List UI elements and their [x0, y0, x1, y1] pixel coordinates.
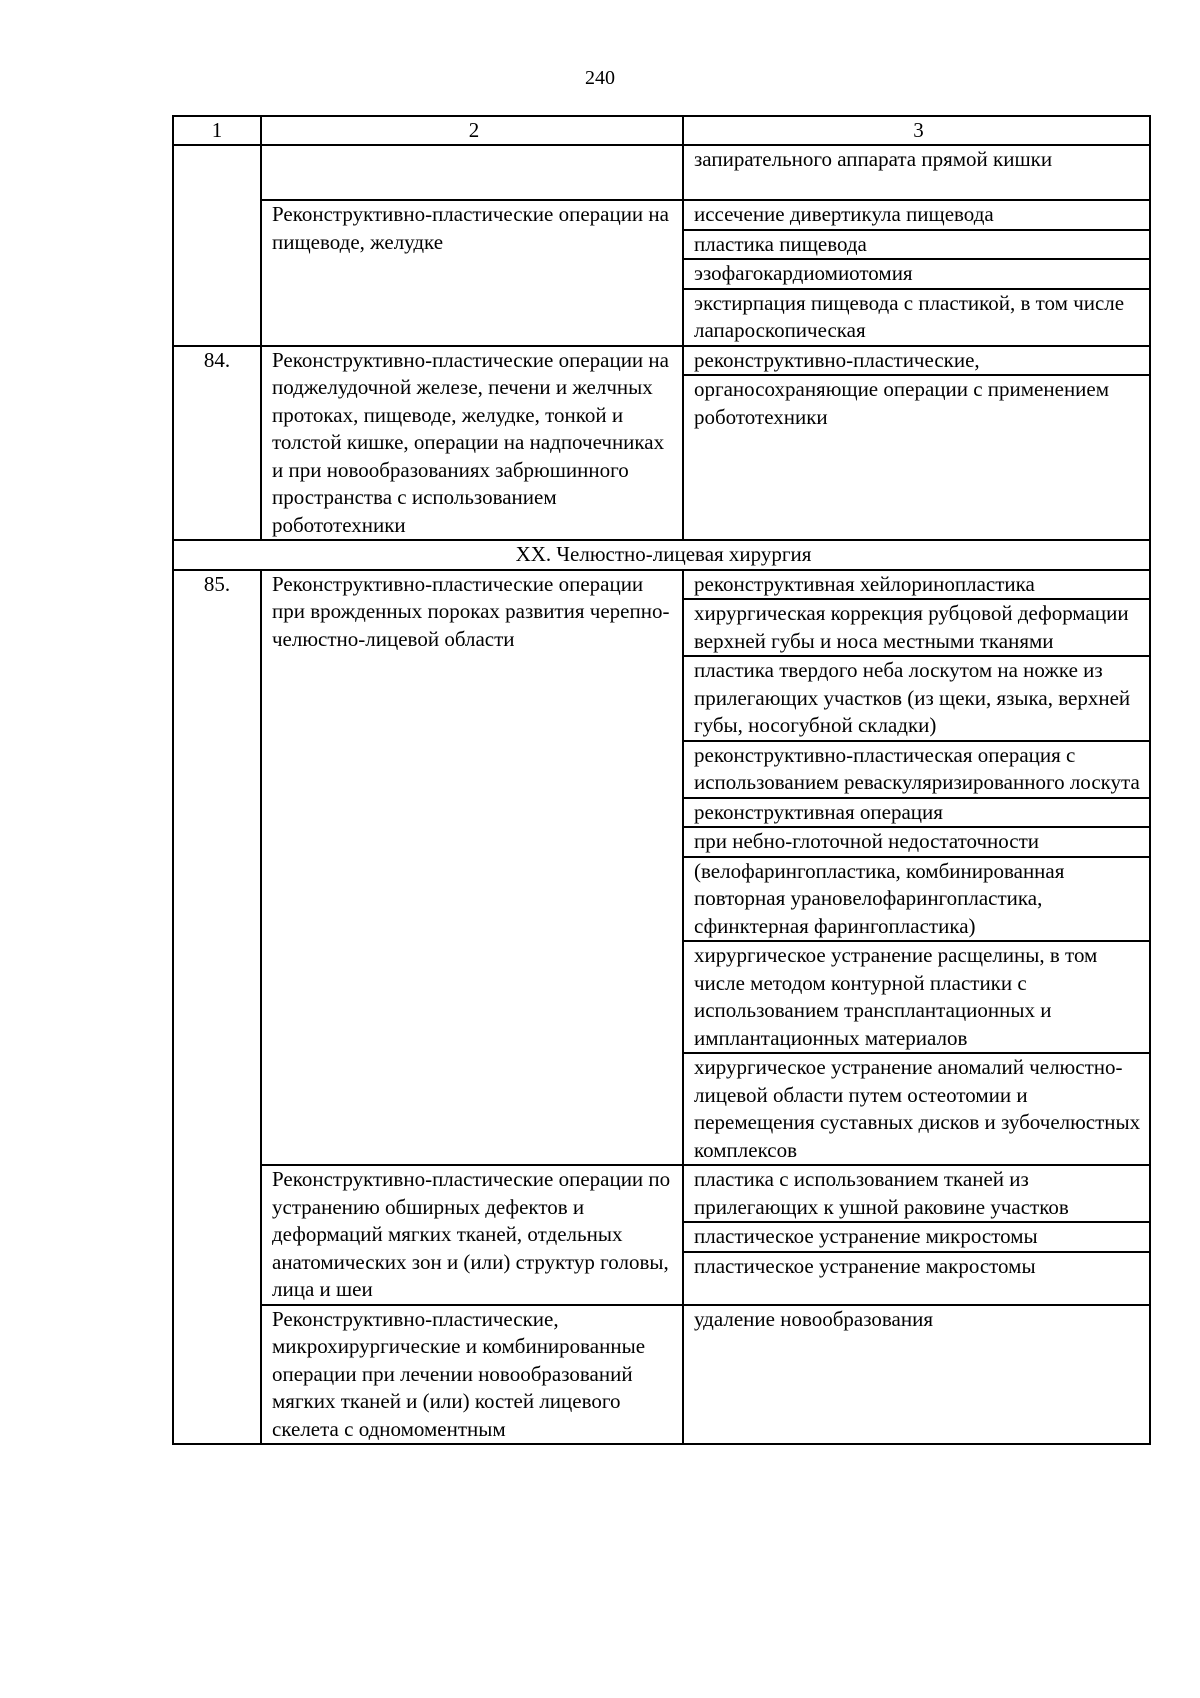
table-row [173, 1305, 1150, 1445]
methods-cell [683, 1165, 1150, 1305]
description-cell: Реконструктивно-пластические, микрохирургические и комбинированные операции при лечении новообразований мягких тканей и (или) костей лицевого скелета с одномоментным [261, 1305, 683, 1445]
methods-cell [683, 570, 1150, 1166]
method-item: реконструктивная операция [684, 799, 1149, 829]
row-number: 85. [173, 570, 261, 1445]
section-header-row [173, 540, 1150, 570]
methods-cell [683, 145, 1150, 200]
method-item: пластика с использованием тканей из прилегающих к ушной раковине участков [684, 1166, 1149, 1223]
method-item: пластика твердого неба лоскутом на ножке из прилегающих участков (из щеки, языка, верхней губы, носогубной складки) [684, 657, 1149, 742]
header-col-1: 1 [173, 116, 261, 145]
table-row [173, 570, 1150, 1166]
methods-cell [683, 200, 1150, 346]
table-row [173, 1165, 1150, 1305]
procedures-table [172, 115, 1151, 1445]
row-number: 84. [173, 346, 261, 541]
description-cell [261, 145, 683, 200]
method-item: иссечение дивертикула пищевода [684, 201, 1149, 231]
method-item: при небно-глоточной недостаточности [684, 828, 1149, 858]
method-item: пластика пищевода [684, 231, 1149, 261]
header-col-2: 2 [261, 116, 683, 145]
method-item: экстирпация пищевода с пластикой, в том числе лапароскопическая [694, 290, 1125, 342]
section-title: XX. Челюстно-лицевая хирургия [173, 540, 1150, 570]
description-cell: Реконструктивно-пластические операции при врожденных пороках развития черепно-челюстно-лицевой области [261, 570, 683, 1166]
method-item: (велофарингопластика, комбинированная повторная урановелофарингопластика, сфинктерная фарингопластика) [684, 858, 1149, 943]
table-row [173, 346, 1150, 541]
methods-cell [683, 346, 1150, 541]
method-item: хирургическая коррекция рубцовой деформации верхней губы и носа местными тканями [684, 600, 1149, 657]
method-item: реконструктивно-пластическая операция с использованием реваскуляризированного лоскута [684, 742, 1149, 799]
method-item: реконструктивная хейлоринопластика [684, 571, 1149, 601]
method-item: хирургическое устранение аномалий челюстно-лицевой области путем остеотомии и перемещения суставных дисков и зубочелюстных комплексов [694, 1055, 1141, 1162]
page-number: 240 [585, 67, 615, 89]
method-item: хирургическое устранение расщелины, в том числе методом контурной пластики с использованием трансплантационных и имплантационных материалов [684, 942, 1149, 1054]
description-cell: Реконструктивно-пластические операции на поджелудочной железе, печени и желчных протоках, пищеводе, желудке, тонкой и толстой кишке, операции на надпочечниках и при новообразованиях забрюшинного пространства с использованием робототехники [261, 346, 683, 541]
description-cell: Реконструктивно-пластические операции по устранению обширных дефектов и деформаций мягких тканей, отдельных анатомических зон и (или) структур головы, лица и шеи [261, 1165, 683, 1305]
table-row [173, 145, 1150, 200]
method-item: пластическое устранение макростомы [694, 1253, 1036, 1278]
method-item: эзофагокардиомиотомия [684, 260, 1149, 290]
description-cell: Реконструктивно-пластические операции на пищеводе, желудке [261, 200, 683, 346]
method-item: запирательного аппарата прямой кишки [694, 147, 1053, 171]
header-col-3: 3 [683, 116, 1150, 145]
method-item: пластическое устранение микростомы [684, 1223, 1149, 1253]
methods-cell [683, 1305, 1150, 1445]
method-item: удаление новообразования [694, 1306, 933, 1331]
table-row [173, 200, 1150, 346]
row-number [173, 145, 261, 346]
method-item: реконструктивно-пластические, [684, 347, 1149, 377]
method-item: органосохраняющие операции с применением робототехники [694, 377, 1110, 429]
table-header-row [173, 116, 1150, 145]
